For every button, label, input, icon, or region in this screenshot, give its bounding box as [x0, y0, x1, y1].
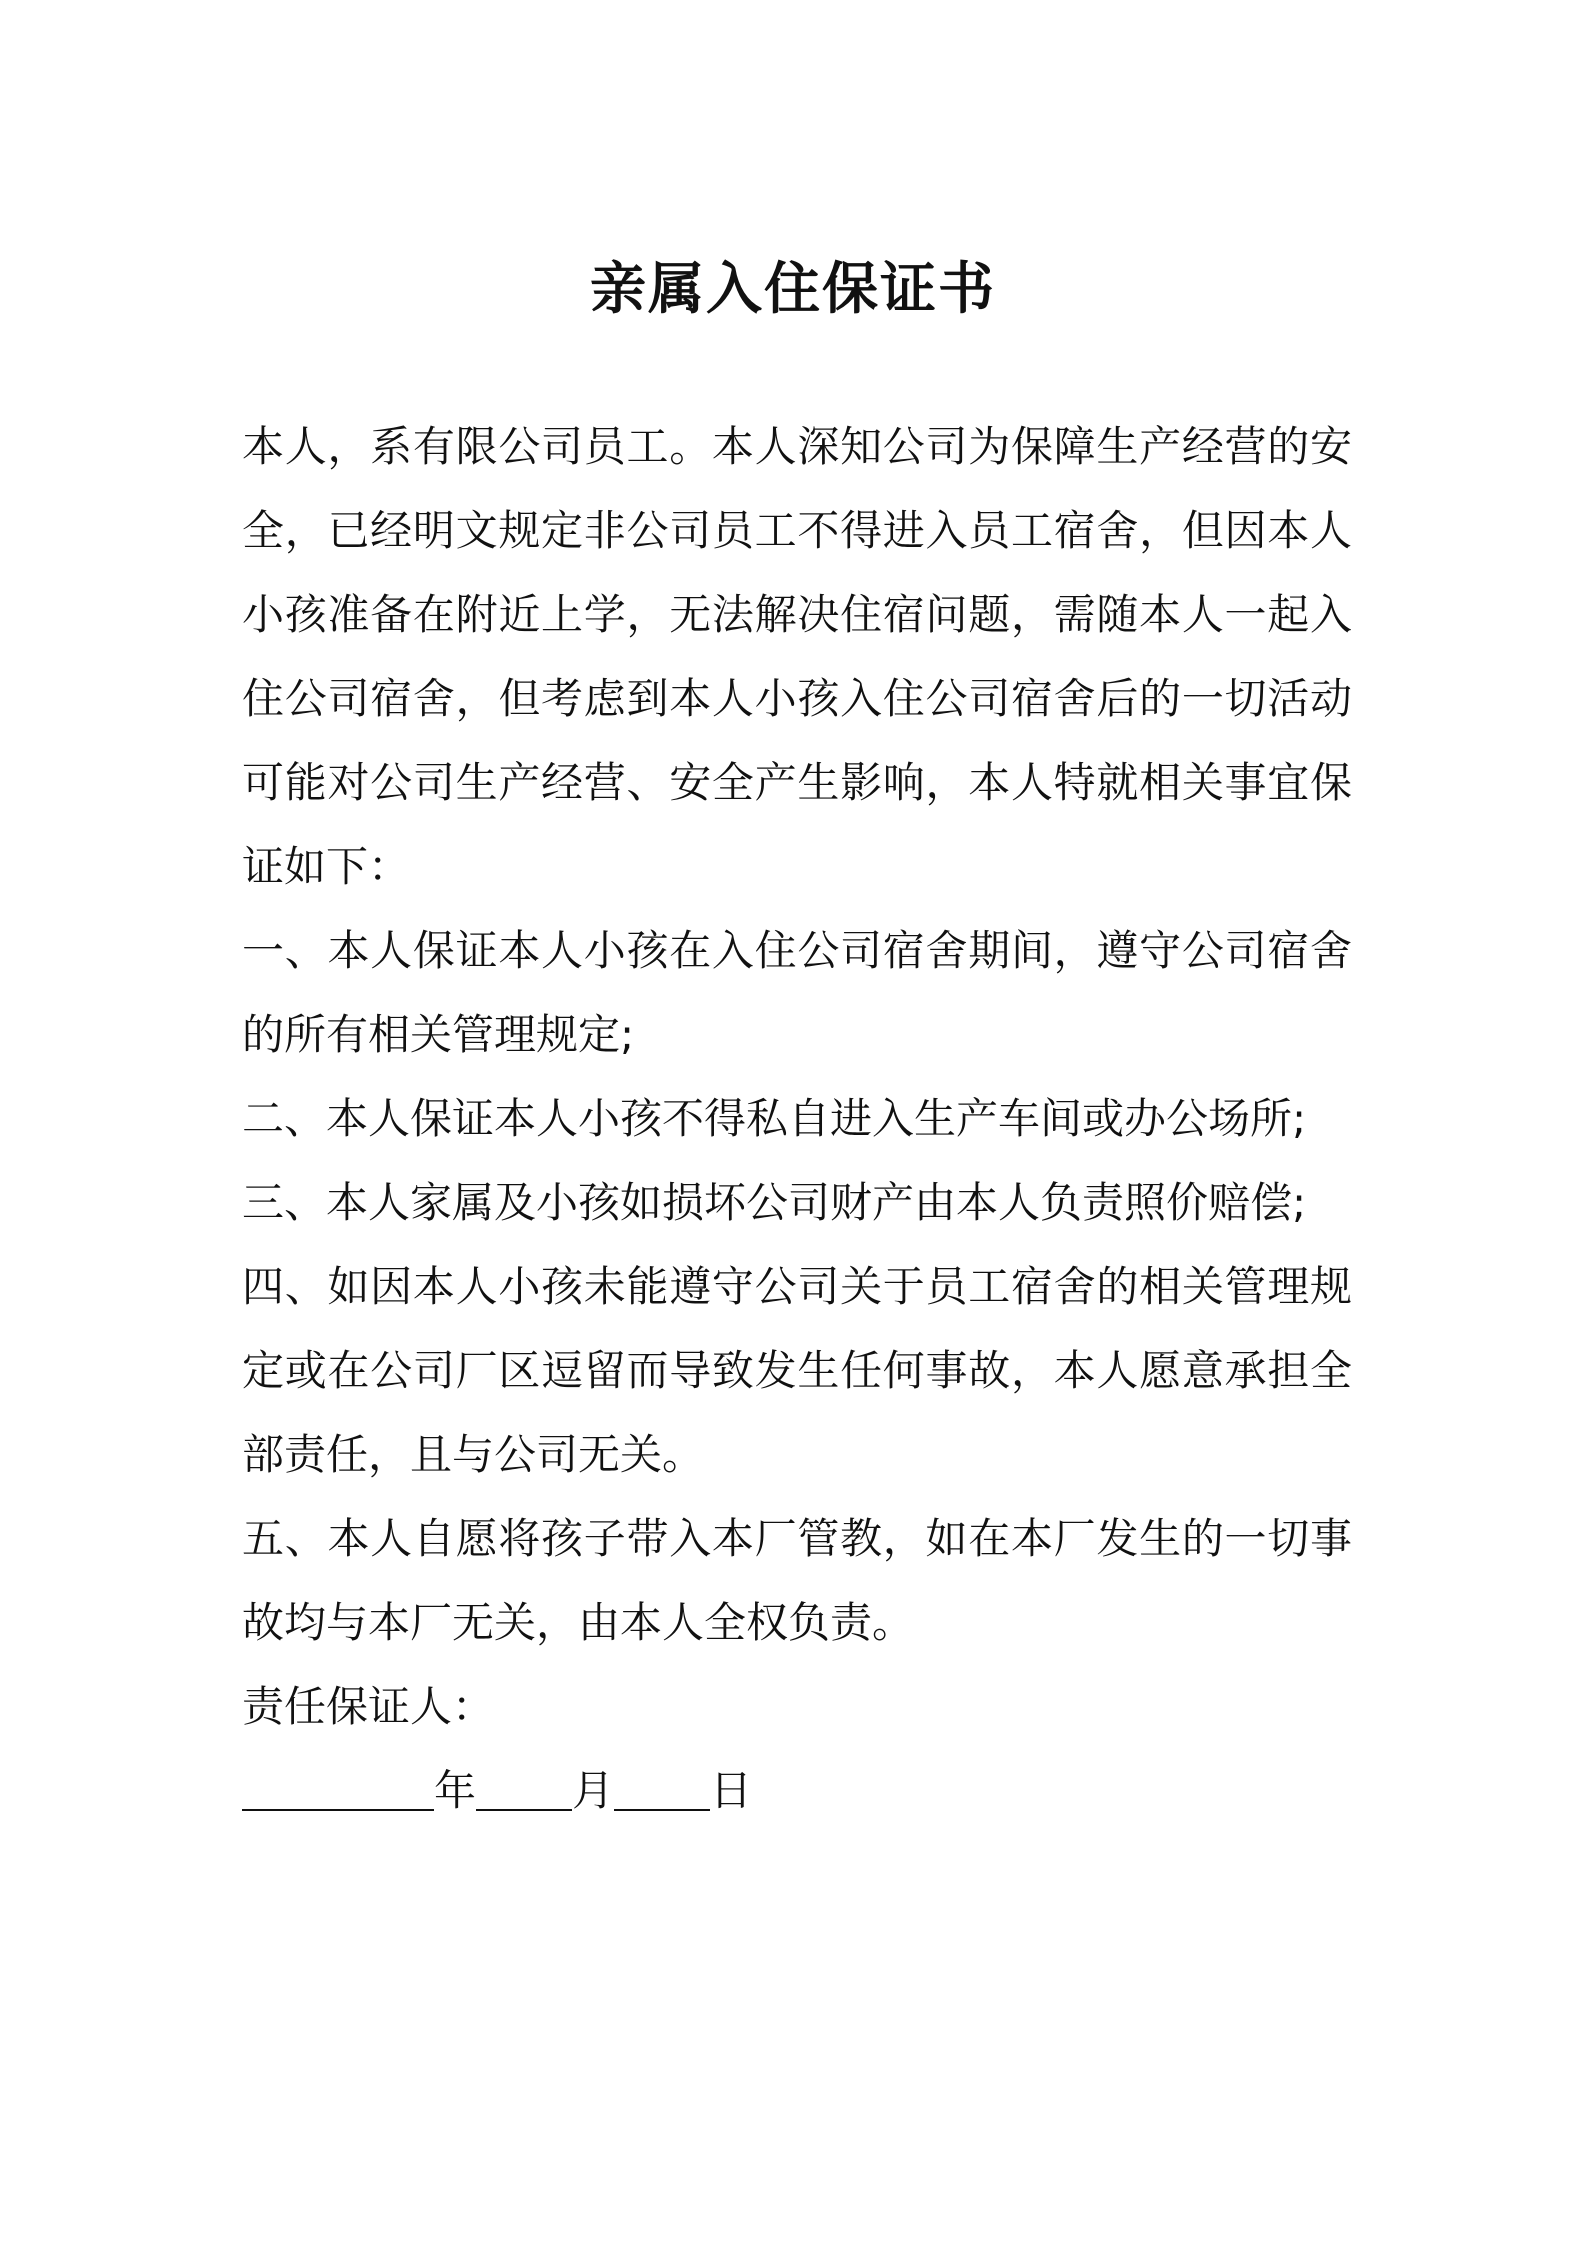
- month-blank: [476, 1808, 572, 1811]
- clause-5: 五、本人自愿将孩子带入本厂管教，如在本厂发生的一切事故均与本厂无关，由本人全权负责。: [242, 1514, 1352, 1647]
- day-label: 日: [710, 1766, 753, 1815]
- date-line: [242, 1749, 1352, 1833]
- document-body: [242, 405, 1352, 1833]
- month-label: 月: [572, 1766, 615, 1815]
- signature-label: 责任保证人：: [242, 1682, 495, 1731]
- clause-4: 四、如因本人小孩未能遵守公司关于员工宿舍的相关管理规定或在公司厂区逗留而导致发生任何事故，本人愿意承担全部责任，且与公司无关。: [242, 1262, 1352, 1479]
- clause-1: 一、本人保证本人小孩在入住公司宿舍期间，遵守公司宿舍的所有相关管理规定;: [242, 926, 1352, 1059]
- intro-paragraph: 本人，系有限公司员工。本人深知公司为保障生产经营的安全，已经明文规定非公司员工不得进入员工宿舍，但因本人小孩准备在附近上学，无法解决住宿问题，需随本人一起入住公司宿舍，但考虑到本人小孩入住公司宿舍后的一切活动可能对公司生产经营、安全产生影响，本人特就相关事宜保证如下：: [242, 422, 1352, 891]
- clause-2: 二、本人保证本人小孩不得私自进入生产车间或办公场所;: [242, 1094, 1307, 1143]
- day-blank: [614, 1808, 710, 1811]
- document-title: 亲属入住保证书: [590, 257, 996, 322]
- year-blank: [242, 1808, 434, 1811]
- clause-3: 三、本人家属及小孩如损坏公司财产由本人负责照价赔偿;: [242, 1178, 1307, 1227]
- year-label: 年: [434, 1766, 477, 1815]
